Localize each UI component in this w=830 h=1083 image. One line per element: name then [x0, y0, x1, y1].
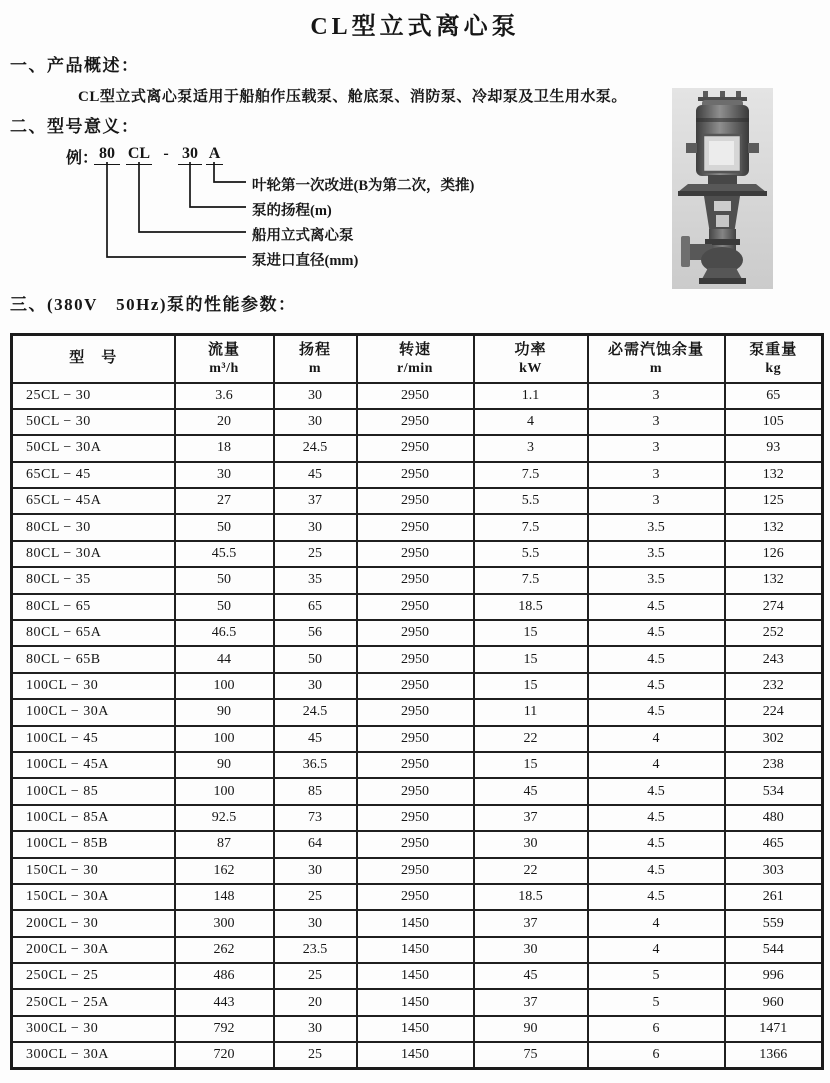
value-cell: 45 — [474, 778, 588, 804]
table-row — [12, 831, 823, 857]
value-cell: 25 — [274, 1042, 357, 1068]
token-series-code: CL — [126, 145, 152, 165]
value-cell: 4 — [474, 409, 588, 435]
value-cell: 105 — [725, 409, 823, 435]
value-cell: 100 — [175, 726, 274, 752]
value-cell: 792 — [175, 1016, 274, 1042]
value-cell: 262 — [175, 937, 274, 963]
value-cell: 2950 — [357, 805, 474, 831]
model-label-head: 泵的扬程(m) — [252, 203, 332, 219]
value-cell: 2950 — [357, 699, 474, 725]
value-cell: 1450 — [357, 963, 474, 989]
value-cell: 23.5 — [274, 937, 357, 963]
value-cell: 6 — [588, 1042, 725, 1068]
table-row — [12, 937, 823, 963]
value-cell: 15 — [474, 620, 588, 646]
value-cell: 443 — [175, 989, 274, 1015]
model-cell: 50CL − 30 — [12, 409, 175, 435]
col-header-flow: 流量 m³/h — [175, 335, 274, 383]
value-cell: 30 — [274, 858, 357, 884]
value-cell: 3.5 — [588, 541, 725, 567]
value-cell: 30 — [274, 409, 357, 435]
token-dash: - — [163, 145, 169, 162]
table-row — [12, 541, 823, 567]
value-cell: 3 — [474, 435, 588, 461]
model-cell: 80CL − 65 — [12, 594, 175, 620]
value-cell: 3 — [588, 435, 725, 461]
value-cell: 22 — [474, 726, 588, 752]
value-cell: 559 — [725, 910, 823, 936]
value-cell: 1471 — [725, 1016, 823, 1042]
page-title: CL型立式离心泵 — [310, 14, 520, 40]
section-heading-overview: 一、产品概述： — [10, 56, 140, 75]
col-header-speed: 转速 r/min — [357, 335, 474, 383]
value-cell: 18.5 — [474, 884, 588, 910]
model-cell: 50CL − 30A — [12, 435, 175, 461]
performance-table-body — [12, 383, 823, 1069]
value-cell: 36.5 — [274, 752, 357, 778]
value-cell: 2950 — [357, 620, 474, 646]
value-cell: 37 — [474, 989, 588, 1015]
value-cell: 37 — [474, 910, 588, 936]
value-cell: 261 — [725, 884, 823, 910]
value-cell: 30 — [175, 462, 274, 488]
value-cell: 27 — [175, 488, 274, 514]
value-cell: 1450 — [357, 910, 474, 936]
model-cell: 100CL − 85A — [12, 805, 175, 831]
table-row — [12, 963, 823, 989]
value-cell: 3 — [588, 488, 725, 514]
value-cell: 4.5 — [588, 620, 725, 646]
value-cell: 45 — [474, 963, 588, 989]
value-cell: 30 — [274, 910, 357, 936]
value-cell: 4.5 — [588, 673, 725, 699]
value-cell: 274 — [725, 594, 823, 620]
table-row — [12, 778, 823, 804]
value-cell: 50 — [175, 567, 274, 593]
value-cell: 24.5 — [274, 435, 357, 461]
example-prefix: 例： — [66, 150, 99, 167]
performance-table — [10, 333, 824, 1070]
value-cell: 11 — [474, 699, 588, 725]
value-cell: 18.5 — [474, 594, 588, 620]
model-label-inlet-diameter: 泵进口直径(mm) — [252, 253, 359, 269]
model-cell: 250CL − 25A — [12, 989, 175, 1015]
model-cell: 100CL − 45 — [12, 726, 175, 752]
col-header-power: 功率 kW — [474, 335, 588, 383]
value-cell: 92.5 — [175, 805, 274, 831]
table-row — [12, 1016, 823, 1042]
value-cell: 2950 — [357, 884, 474, 910]
value-cell: 2950 — [357, 646, 474, 672]
value-cell: 243 — [725, 646, 823, 672]
value-cell: 132 — [725, 567, 823, 593]
value-cell: 132 — [725, 514, 823, 540]
value-cell: 3 — [588, 462, 725, 488]
value-cell: 56 — [274, 620, 357, 646]
table-row — [12, 514, 823, 540]
value-cell: 2950 — [357, 778, 474, 804]
value-cell: 5 — [588, 989, 725, 1015]
model-cell: 80CL − 65B — [12, 646, 175, 672]
value-cell: 232 — [725, 673, 823, 699]
col-header-npsh: 必需汽蚀余量 m — [588, 335, 725, 383]
model-cell: 150CL − 30A — [12, 884, 175, 910]
value-cell: 3 — [588, 383, 725, 409]
value-cell: 4.5 — [588, 646, 725, 672]
section-heading-model-meaning: 二、型号意义： — [10, 117, 140, 136]
model-cell: 300CL − 30 — [12, 1016, 175, 1042]
model-cell: 80CL − 65A — [12, 620, 175, 646]
table-row — [12, 646, 823, 672]
value-cell: 65 — [725, 383, 823, 409]
value-cell: 2950 — [357, 488, 474, 514]
model-cell: 100CL − 85B — [12, 831, 175, 857]
value-cell: 73 — [274, 805, 357, 831]
value-cell: 35 — [274, 567, 357, 593]
value-cell: 1450 — [357, 1016, 474, 1042]
value-cell: 90 — [175, 699, 274, 725]
model-cell: 25CL − 30 — [12, 383, 175, 409]
value-cell: 64 — [274, 831, 357, 857]
value-cell: 50 — [175, 594, 274, 620]
value-cell: 2950 — [357, 462, 474, 488]
value-cell: 1.1 — [474, 383, 588, 409]
value-cell: 90 — [175, 752, 274, 778]
value-cell: 544 — [725, 937, 823, 963]
model-cell: 200CL − 30 — [12, 910, 175, 936]
token-inlet-diameter: 80 — [94, 145, 120, 165]
value-cell: 2950 — [357, 409, 474, 435]
table-row — [12, 462, 823, 488]
model-cell: 65CL − 45 — [12, 462, 175, 488]
value-cell: 25 — [274, 963, 357, 989]
pump-photo — [672, 88, 773, 289]
value-cell: 30 — [274, 514, 357, 540]
col-header-model: 型 号 — [12, 335, 175, 383]
model-cell: 80CL − 30 — [12, 514, 175, 540]
model-cell: 100CL − 45A — [12, 752, 175, 778]
value-cell: 302 — [725, 726, 823, 752]
value-cell: 30 — [274, 383, 357, 409]
value-cell: 1450 — [357, 937, 474, 963]
value-cell: 720 — [175, 1042, 274, 1068]
value-cell: 90 — [474, 1016, 588, 1042]
value-cell: 5.5 — [474, 541, 588, 567]
value-cell: 4 — [588, 937, 725, 963]
value-cell: 2950 — [357, 858, 474, 884]
value-cell: 24.5 — [274, 699, 357, 725]
value-cell: 2950 — [357, 383, 474, 409]
model-cell: 100CL − 30A — [12, 699, 175, 725]
value-cell: 2950 — [357, 435, 474, 461]
model-cell: 200CL − 30A — [12, 937, 175, 963]
table-row — [12, 884, 823, 910]
model-cell: 100CL − 85 — [12, 778, 175, 804]
table-row — [12, 673, 823, 699]
value-cell: 30 — [474, 831, 588, 857]
table-row — [12, 594, 823, 620]
value-cell: 1366 — [725, 1042, 823, 1068]
value-cell: 45 — [274, 462, 357, 488]
table-row — [12, 1042, 823, 1068]
value-cell: 22 — [474, 858, 588, 884]
value-cell: 5 — [588, 963, 725, 989]
value-cell: 2950 — [357, 541, 474, 567]
value-cell: 4.5 — [588, 858, 725, 884]
value-cell: 25 — [274, 884, 357, 910]
value-cell: 75 — [474, 1042, 588, 1068]
value-cell: 4.5 — [588, 805, 725, 831]
value-cell: 4.5 — [588, 884, 725, 910]
table-row — [12, 989, 823, 1015]
value-cell: 224 — [725, 699, 823, 725]
value-cell: 534 — [725, 778, 823, 804]
value-cell: 100 — [175, 673, 274, 699]
table-row — [12, 910, 823, 936]
model-cell: 250CL − 25 — [12, 963, 175, 989]
table-row — [12, 488, 823, 514]
model-connector-lines — [0, 160, 260, 270]
value-cell: 2950 — [357, 752, 474, 778]
value-cell: 30 — [274, 1016, 357, 1042]
value-cell: 3 — [588, 409, 725, 435]
token-head: 30 — [178, 145, 202, 165]
value-cell: 87 — [175, 831, 274, 857]
value-cell: 50 — [274, 646, 357, 672]
col-header-weight: 泵重量 kg — [725, 335, 823, 383]
value-cell: 20 — [274, 989, 357, 1015]
value-cell: 4 — [588, 910, 725, 936]
value-cell: 15 — [474, 646, 588, 672]
value-cell: 996 — [725, 963, 823, 989]
value-cell: 50 — [175, 514, 274, 540]
value-cell: 37 — [474, 805, 588, 831]
value-cell: 2950 — [357, 726, 474, 752]
value-cell: 2950 — [357, 594, 474, 620]
value-cell: 44 — [175, 646, 274, 672]
token-variant: A — [206, 145, 223, 165]
table-row — [12, 567, 823, 593]
model-cell: 80CL − 35 — [12, 567, 175, 593]
value-cell: 2950 — [357, 514, 474, 540]
model-label-impeller: 叶轮第一次改进(B为第二次，类推) — [252, 178, 475, 194]
value-cell: 20 — [175, 409, 274, 435]
value-cell: 960 — [725, 989, 823, 1015]
value-cell: 303 — [725, 858, 823, 884]
value-cell: 2950 — [357, 567, 474, 593]
value-cell: 465 — [725, 831, 823, 857]
value-cell: 100 — [175, 778, 274, 804]
overview-paragraph: CL型立式离心泵适用于船舶作压载泵、舱底泵、消防泵、冷却泵及卫生用水泵。 — [78, 89, 627, 105]
model-cell: 100CL − 30 — [12, 673, 175, 699]
value-cell: 486 — [175, 963, 274, 989]
value-cell: 238 — [725, 752, 823, 778]
value-cell: 3.6 — [175, 383, 274, 409]
value-cell: 18 — [175, 435, 274, 461]
value-cell: 3.5 — [588, 514, 725, 540]
value-cell: 4.5 — [588, 778, 725, 804]
table-header-row — [12, 335, 823, 383]
value-cell: 7.5 — [474, 462, 588, 488]
value-cell: 132 — [725, 462, 823, 488]
section-heading-performance: 三、(380V 50Hz)泵的性能参数： — [10, 295, 297, 314]
col-header-head: 扬程 m — [274, 335, 357, 383]
value-cell: 4 — [588, 726, 725, 752]
value-cell: 300 — [175, 910, 274, 936]
value-cell: 5.5 — [474, 488, 588, 514]
table-row — [12, 858, 823, 884]
value-cell: 162 — [175, 858, 274, 884]
value-cell: 6 — [588, 1016, 725, 1042]
table-row — [12, 805, 823, 831]
value-cell: 1450 — [357, 989, 474, 1015]
value-cell: 1450 — [357, 1042, 474, 1068]
table-row — [12, 383, 823, 409]
value-cell: 37 — [274, 488, 357, 514]
value-cell: 126 — [725, 541, 823, 567]
model-cell: 150CL − 30 — [12, 858, 175, 884]
table-row — [12, 726, 823, 752]
table-row — [12, 409, 823, 435]
value-cell: 45 — [274, 726, 357, 752]
value-cell: 93 — [725, 435, 823, 461]
value-cell: 480 — [725, 805, 823, 831]
value-cell: 25 — [274, 541, 357, 567]
table-row — [12, 435, 823, 461]
value-cell: 125 — [725, 488, 823, 514]
value-cell: 148 — [175, 884, 274, 910]
value-cell: 30 — [274, 673, 357, 699]
value-cell: 4 — [588, 752, 725, 778]
table-row — [12, 699, 823, 725]
value-cell: 2950 — [357, 831, 474, 857]
value-cell: 4.5 — [588, 699, 725, 725]
value-cell: 30 — [474, 937, 588, 963]
value-cell: 3.5 — [588, 567, 725, 593]
table-row — [12, 620, 823, 646]
value-cell: 4.5 — [588, 831, 725, 857]
value-cell: 15 — [474, 752, 588, 778]
model-cell: 65CL − 45A — [12, 488, 175, 514]
value-cell: 7.5 — [474, 514, 588, 540]
value-cell: 46.5 — [175, 620, 274, 646]
model-cell: 80CL − 30A — [12, 541, 175, 567]
value-cell: 45.5 — [175, 541, 274, 567]
value-cell: 2950 — [357, 673, 474, 699]
value-cell: 85 — [274, 778, 357, 804]
model-label-pump-type: 船用立式离心泵 — [252, 228, 354, 244]
model-cell: 300CL − 30A — [12, 1042, 175, 1068]
value-cell: 252 — [725, 620, 823, 646]
value-cell: 4.5 — [588, 594, 725, 620]
value-cell: 15 — [474, 673, 588, 699]
table-row — [12, 752, 823, 778]
value-cell: 65 — [274, 594, 357, 620]
value-cell: 7.5 — [474, 567, 588, 593]
